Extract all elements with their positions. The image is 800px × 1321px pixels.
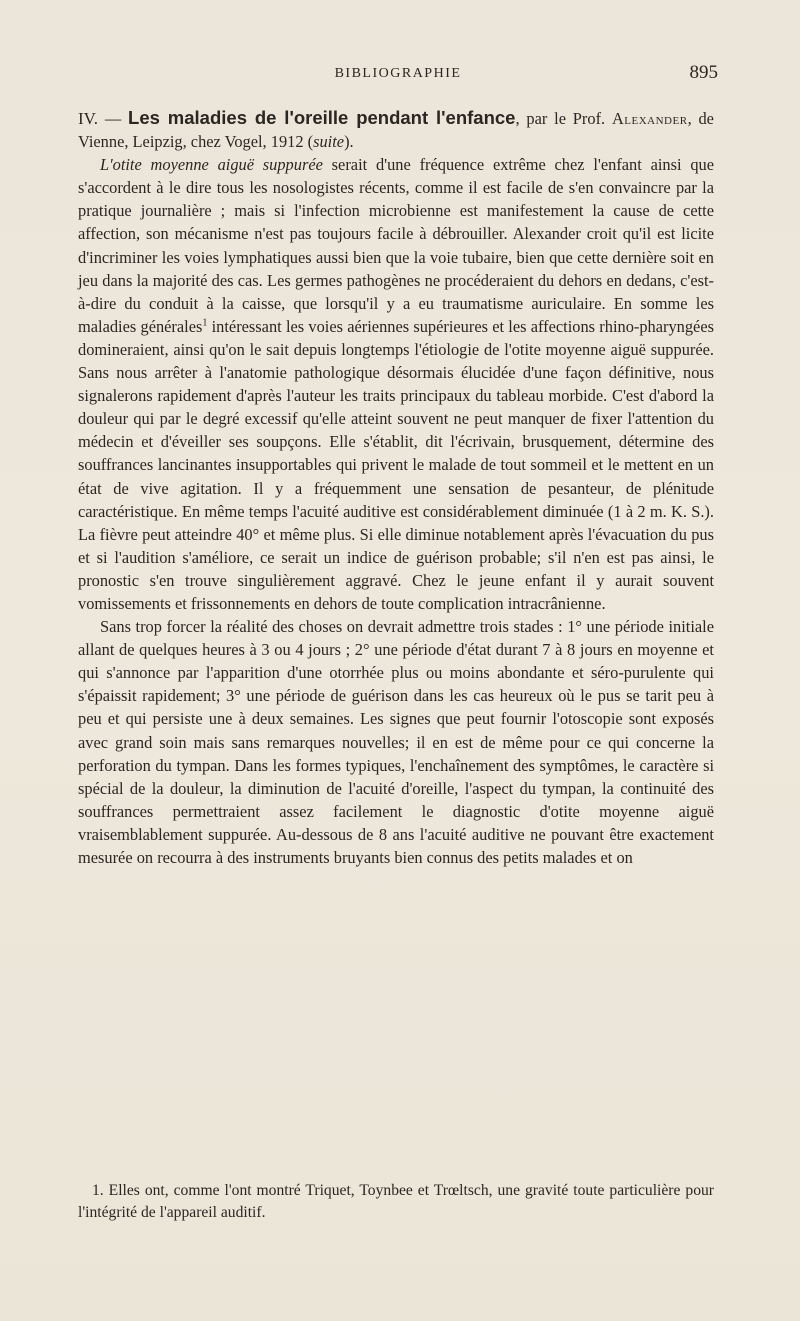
suite-label: suite [313, 132, 345, 152]
paragraph-1-text-b: intéressant les voies aériennes supérieures et les affections rhino-pharyngées domineraient, ainsi qu'on le sait depuis longtemps l'étiologie de l'otite moyenne aiguë suppurée. Sans nous arrêter à l'anatomie pathologique désormais élucidée d'une façon définitive, nous signalerons rapidement d'après l'auteur les traits principaux du tableau morbide. C'est d'abord la douleur qui par le degré excessif qu'elle atteint souvent ne peut manquer de fixer l'attention du médecin et d'éveiller ses soupçons. Elle s'établit, dit l'écrivain, brusquement, détermine des souffrances lancinantes insupportables qui privent le malade de tout sommeil et le mettent en un état de vive agitation. Il y a fréquemment une sensation de pesanteur, de plénitude caractéristique. En même temps l'acuité auditive est considérablement diminuée (1 à 2 m. K. S.). La fièvre peut atteindre 40° et même plus. Si elle diminue notablement après l'évacuation du pus et si l'audition s'améliore, ce serait un indice de guérison probable; s'il n'en est pas ainsi, le pronostic s'en trouve singulièrement aggravé. Chez le jeune enfant il y aurait souvent vomissements et frissonnements en dehors de toute complication intracrânienne. [78, 316, 714, 613]
paragraph-1 [78, 153, 714, 615]
paragraph-2: Sans trop forcer la réalité des choses on devrait admettre trois stades : 1° une période initiale allant de quelques heures à 3 ou 4 jours ; 2° une période d'état durant 7 à 8 jours en moyenne et qui s'annonce par l'apparition d'une otorrhée plus ou moins abondante et séro-purulente qui s'épaissit rapidement; 3° une période de guérison dans les cas heureux où le pus se tarit peu à peu et qui persiste une à deux semaines. Les signes que peut fournir l'otoscopie sont exposés avec grand soin mais sans remarques nouvelles; il en est de même pour ce qui concerne la perforation du tympan. Dans les formes typiques, l'enchaînement des symptômes, le caractère si spécial de la douleur, la diminution de l'acuité d'oreille, l'aspect du tympan, la continuité des souffrances permettraient assez facilement le diagnostic d'otite moyenne aiguë vraisemblablement suppurée. Au-dessous de 8 ans l'acuité auditive ne pouvant être exactement mesurée on recourra à des instruments bruyants bien connus des petits malades et on [78, 617, 714, 867]
section-number: IV. [78, 109, 98, 128]
heading-dash: — [104, 109, 122, 128]
article-heading: IV. — Les maladies de l'oreille pendant l'enfance, par le Prof. Alexander, de Vienne, Leipzig, chez Vogel, 1912 (suite). [78, 107, 714, 152]
page-number: 895 [689, 62, 718, 83]
author-name: Alexander [611, 109, 688, 128]
article-title: Les maladies de l'oreille pendant l'enfance [128, 107, 516, 128]
author-prefix: , par le Prof. [515, 109, 606, 128]
publication-info: , de Vienne, Leipzig, chez Vogel, 1912 [78, 109, 714, 152]
running-title: BIBLIOGRAPHIE [334, 66, 462, 81]
page-header [78, 62, 718, 86]
paragraph-1-lead: L'otite moyenne aiguë suppurée [100, 155, 323, 175]
footnote-number: 1. [92, 1182, 104, 1199]
footnote-ref: 1 [202, 317, 208, 329]
article-body [78, 106, 714, 869]
footnote [78, 1180, 714, 1224]
footnote-text: Elles ont, comme l'ont montré Triquet, Toynbee et Trœltsch, une gravité toute particulière pour l'intégrité de l'appareil auditif. [78, 1182, 714, 1221]
paragraph-1-text-a: serait d'une fréquence extrême chez l'enfant ainsi que s'accordent à le dire tous les nosologistes récents, comme il est facile de s'en convaincre par la pratique journalière ; mais si l'infection microbienne est manifestement la cause de cette affection, son mécanisme n'est pas toujours facile à débrouiller. Alexander croit qu'il est licite d'incriminer les voies lymphatiques aussi bien que la voie tubaire, bien que cette dernière soit en jeu dans la majorité des cas. Les germes pathogènes ne procéderaient du dehors en dedans, c'est-à-dire du conduit à la caisse, que lorsqu'il y a eu traumatisme auriculaire. En somme les maladies générales [78, 155, 715, 336]
